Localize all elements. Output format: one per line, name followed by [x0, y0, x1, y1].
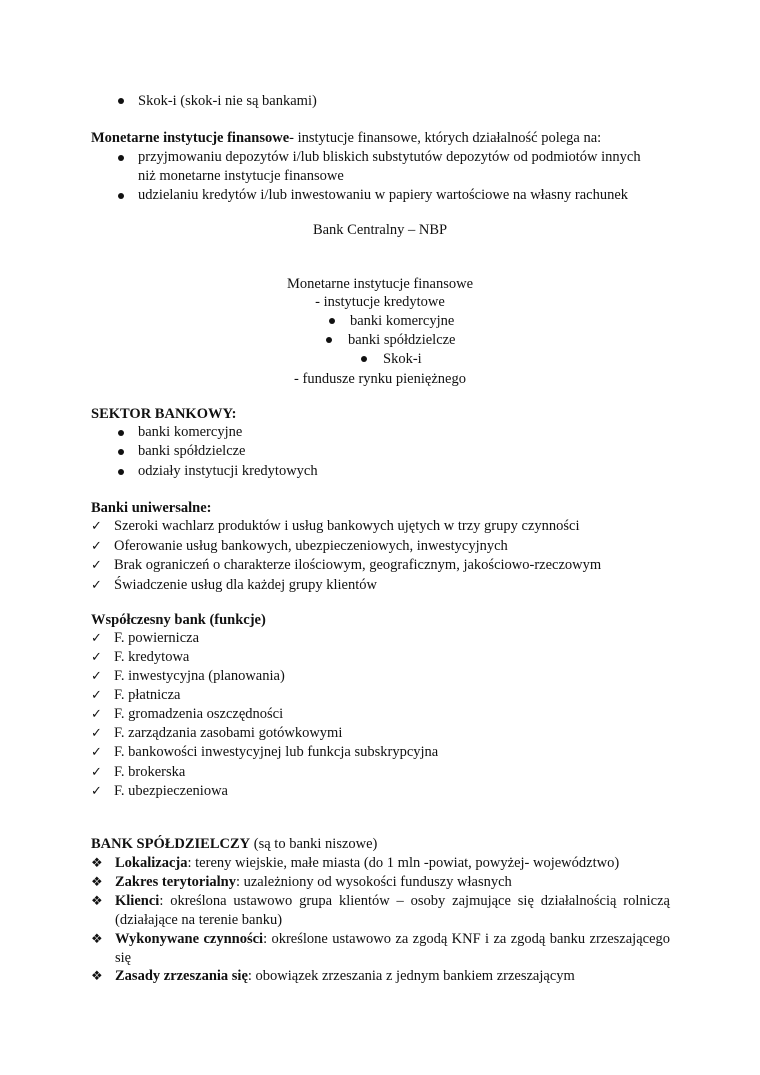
cooperative-bank-item: Zasady zrzeszania się: obowiązek zrzeszania z jednym bankiem zrzeszającym — [115, 968, 575, 984]
bullet-icon — [118, 193, 124, 199]
checkmark-icon: ✓ — [91, 631, 102, 646]
modern-bank-function: F. powiernicza — [114, 630, 200, 646]
modern-bank-function: F. gromadzenia oszczędności — [114, 706, 284, 722]
mif-item-2: udzielaniu kredytów i/lub inwestowaniu w papiery wartościowe na własny rachunek — [138, 187, 629, 203]
universal-banks-heading: Banki uniwersalne: — [91, 500, 212, 516]
banking-sector-item: banki spółdzielcze — [138, 443, 246, 459]
checkmark-icon: ✓ — [91, 784, 102, 799]
mif-definition — [91, 129, 601, 148]
bullet-icon — [118, 430, 124, 436]
diamond-bullet-icon: ❖ — [91, 969, 103, 984]
diamond-bullet-icon: ❖ — [91, 894, 103, 909]
checkmark-icon: ✓ — [91, 745, 102, 760]
bullet-icon — [329, 318, 335, 324]
modern-bank-heading: Współczesny bank (funkcje) — [91, 612, 266, 628]
cooperative-bank-item: Wykonywane czynności: określone ustawowo za zgodą KNF i za zgodą banku zrzeszającego się — [115, 931, 670, 966]
diamond-bullet-icon: ❖ — [91, 856, 103, 871]
bullet-icon — [118, 449, 124, 455]
checkmark-icon: ✓ — [91, 558, 102, 573]
checkmark-icon: ✓ — [91, 650, 102, 665]
modern-bank-function: F. bankowości inwestycyjnej lub funkcja subskrypcyjna — [114, 744, 439, 760]
bullet-icon — [361, 356, 367, 362]
cooperative-bank-note: (są to banki niszowe) — [253, 836, 378, 852]
checkmark-icon: ✓ — [91, 539, 102, 554]
modern-bank-function: F. płatnicza — [114, 687, 181, 703]
modern-bank-function: F. ubezpieczeniowa — [114, 783, 228, 799]
bullet-icon — [326, 337, 332, 343]
modern-bank-function: F. brokerska — [114, 764, 186, 780]
diamond-bullet-icon: ❖ — [91, 875, 103, 890]
universal-banks-item: Oferowanie usług bankowych, ubezpieczeniowych, inwestycyjnych — [114, 538, 508, 554]
modern-bank-function: F. kredytowa — [114, 649, 190, 665]
bullet-icon — [118, 155, 124, 161]
checkmark-icon: ✓ — [91, 726, 102, 741]
credit-institutions-label: - instytucje kredytowe — [315, 294, 445, 310]
checkmark-icon: ✓ — [91, 519, 102, 534]
bank-type-skok: Skok-i — [383, 351, 422, 367]
checkmark-icon: ✓ — [91, 707, 102, 722]
banking-sector-item: banki komercyjne — [138, 424, 243, 440]
mif-item-1-line-2: niż monetarne instytucje finansowe — [138, 168, 344, 184]
diamond-bullet-icon: ❖ — [91, 932, 103, 947]
central-bank-label: Bank Centralny – NBP — [312, 222, 448, 238]
mif-definition-text: - instytucje finansowe, których działalność polega na: — [289, 130, 602, 146]
mif-title: Monetarne instytucje finansowe — [286, 276, 474, 292]
checkmark-icon: ✓ — [91, 669, 102, 684]
universal-banks-item: Brak ograniczeń o charakterze ilościowym, geograficznym, jakościowo-rzeczowym — [114, 557, 602, 573]
cooperative-bank-item: Klienci: określona ustawowo grupa klientów – osoby zajmujące się działalnością rolniczą (działające na terenie banku) — [115, 893, 670, 928]
modern-bank-function: F. inwestycyjna (planowania) — [114, 668, 285, 684]
money-market-funds-label: - fundusze rynku pieniężnego — [294, 371, 466, 387]
cooperative-bank-item: Lokalizacja: tereny wiejskie, małe miasta (do 1 mln -powiat, powyżej- województwo) — [115, 855, 620, 871]
bank-type-commercial: banki komercyjne — [350, 313, 455, 329]
banking-sector-heading: SEKTOR BANKOWY: — [91, 406, 237, 422]
universal-banks-item: Szeroki wachlarz produktów i usług bankowych ujętych w trzy grupy czynności — [114, 518, 580, 534]
bullet-icon — [118, 98, 124, 104]
banking-sector-item: odziały instytucji kredytowych — [138, 463, 318, 479]
universal-banks-item: Świadczenie usług dla każdej grupy klientów — [114, 577, 377, 593]
cooperative-bank-heading: BANK SPÓŁDZIELCZY (są to banki niszowe) — [91, 836, 378, 852]
bank-type-cooperative: banki spółdzielcze — [348, 332, 456, 348]
modern-bank-function: F. zarządzania zasobami gotówkowymi — [114, 725, 343, 741]
cooperative-bank-item: Zakres terytorialny: uzależniony od wysokości funduszy własnych — [115, 874, 512, 890]
intro-bullet-text: Skok-i (skok-i nie są bankami) — [138, 93, 317, 109]
bullet-icon — [118, 469, 124, 475]
checkmark-icon: ✓ — [91, 578, 102, 593]
checkmark-icon: ✓ — [91, 688, 102, 703]
mif-term: Monetarne instytucje finansowe — [91, 130, 290, 146]
mif-item-1-line-1: przyjmowaniu depozytów i/lub bliskich substytutów depozytów od podmiotów innych — [138, 149, 641, 165]
checkmark-icon: ✓ — [91, 765, 102, 780]
